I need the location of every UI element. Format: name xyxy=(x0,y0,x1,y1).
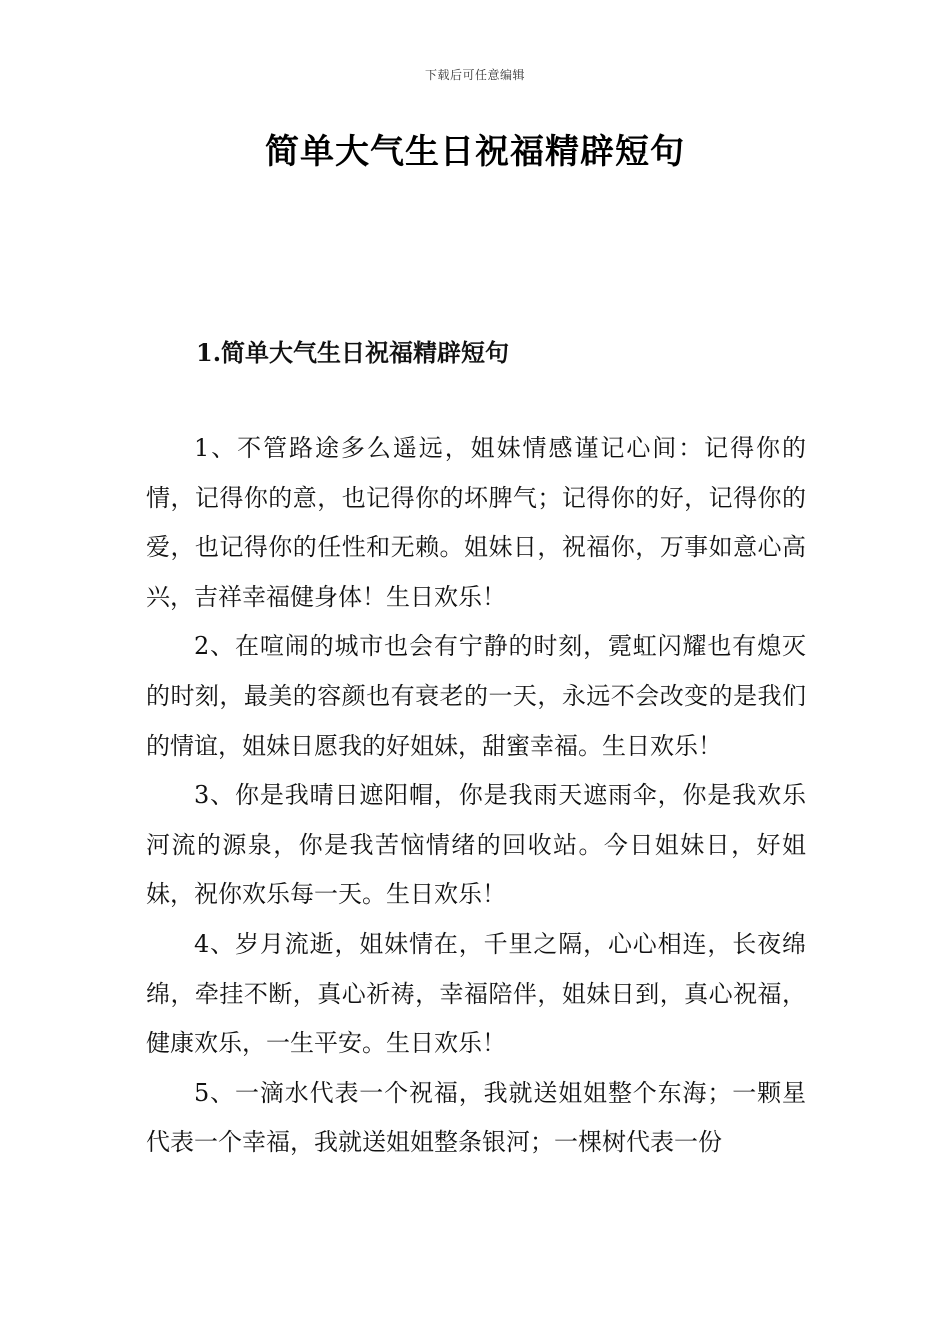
section-heading: 1.简单大气生日祝福精辟短句 xyxy=(196,338,510,367)
paragraph-4: 4、岁月流逝，姐妹情在，千里之隔，心心相连，长夜绵绵，牵挂不断，真心祈祷，幸福陪伴，姐妹日到，真心祝福，健康欢乐，一生平安。生日欢乐！ xyxy=(146,929,806,1058)
paragraph-3: 3、你是我晴日遮阳帽，你是我雨天遮雨伞，你是我欢乐河流的源泉，你是我苦恼情绪的回收站。今日姐妹日，好姐妹，祝你欢乐每一天。生日欢乐！ xyxy=(146,781,806,909)
header-note: 下载后可任意编辑 xyxy=(424,68,525,82)
document-body xyxy=(146,424,806,1168)
paragraph-1: 1、不管路途多么遥远，姐妹情感谨记心间：记得你的情，记得你的意，也记得你的坏脾气；记得你的好，记得你的爱，也记得你的任性和无赖。姐妹日，祝福你，万事如意心高兴，吉祥幸福健身体！生日欢乐！ xyxy=(146,434,806,611)
paragraph-5: 5、一滴水代表一个祝福，我就送姐姐整个东海；一颗星代表一个幸福，我就送姐姐整条银河；一棵树代表一份 xyxy=(146,1078,806,1157)
paragraph-2: 2、在喧闹的城市也会有宁静的时刻，霓虹闪耀也有熄灭的时刻，最美的容颜也有衰老的一天，永远不会改变的是我们的情谊，姐妹日愿我的好姐妹，甜蜜幸福。生日欢乐！ xyxy=(146,632,806,760)
document-title: 简单大气生日祝福精辟短句 xyxy=(265,132,685,172)
